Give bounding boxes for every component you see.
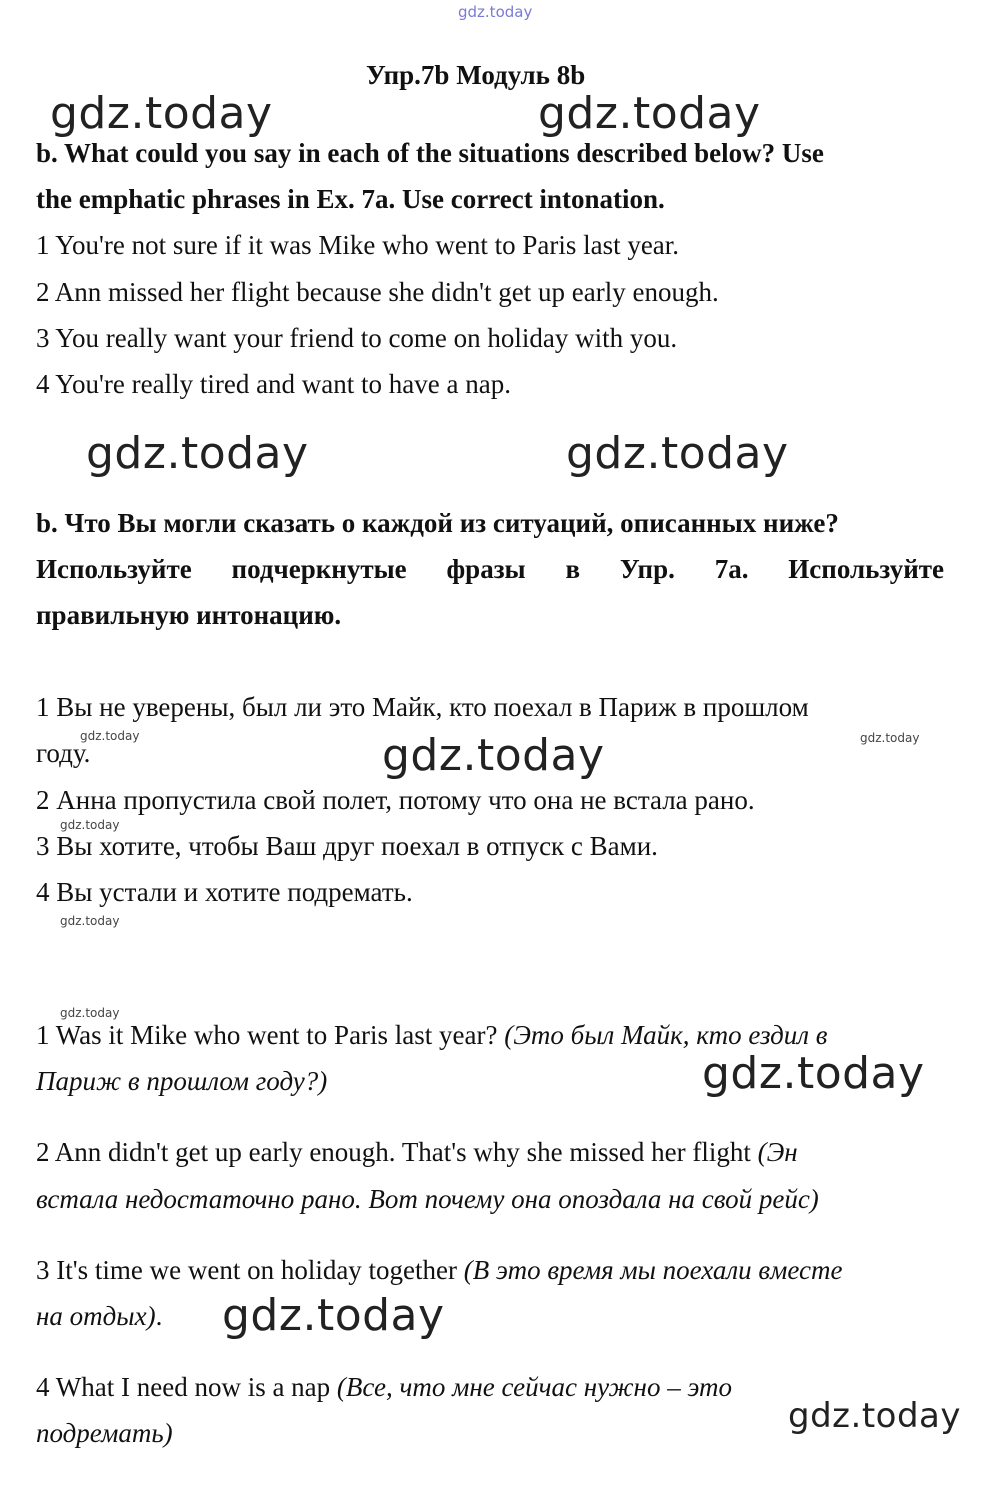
task-en-line-1: b. What could you say in each of the situations described below? Use [36,138,824,168]
task-en-item: 1 You're not sure if it was Mike who went to Paris last year. [36,230,680,260]
answer-1-text: 1 Was it Mike who went to Paris last year? [36,1020,505,1050]
answer-3-text: 3 It's time we went on holiday together [36,1255,464,1285]
watermark-small: gdz.today [860,731,920,745]
watermark: gdz.today [788,1396,961,1436]
answer-1-translation: (Это был Майк, кто ездил в [504,1020,828,1050]
task-ru-item: году. [36,738,91,768]
answer-3-period: . [155,1301,163,1331]
answer-4-translation-cont: подремать) [36,1418,173,1448]
watermark: gdz.today [382,730,605,781]
answer-3-translation: (В это время мы поехали вместе [463,1255,843,1285]
answer-2-text: 2 Ann didn't get up early enough. That's why she missed her flight [36,1137,758,1167]
task-ru-item: 2 Анна пропустила свой полет, потому что она не встала рано. [36,785,755,815]
watermark: gdz.today [538,88,761,139]
answer-4-line-1 [36,1372,732,1403]
answer-2-line-2 [36,1184,819,1215]
answer-4-line-2 [36,1418,173,1449]
watermark: gdz.today [566,428,789,479]
watermark-small: gdz.today [60,914,120,928]
task-en-item: 4 You're really tired and want to have a nap. [36,369,511,399]
answer-1-translation-cont: Париж в прошлом году?) [36,1066,328,1096]
task-en-line-2: the emphatic phrases in Ex. 7a. Use correct intonation. [36,184,665,214]
answer-2-line-1 [36,1137,798,1168]
answer-1-line-2 [36,1066,327,1097]
answer-1-line-1 [36,1020,828,1051]
watermark-top: gdz.today [458,3,533,21]
answer-3-line-2 [36,1301,162,1332]
task-ru-line-3: правильную интонацию. [36,600,342,630]
task-ru-item: 1 Вы не уверены, был ли это Майк, кто поехал в Париж в прошлом [36,692,809,722]
watermark: gdz.today [222,1290,445,1341]
task-ru-item: 3 Вы хотите, чтобы Ваш друг поехал в отпуск с Вами. [36,831,658,861]
answer-3-line-1 [36,1255,842,1286]
page-title: Упр.7b Модуль 8b [366,60,586,90]
answer-2-translation: (Эн [757,1137,798,1167]
answer-2-translation-cont: встала недостаточно рано. Вот почему она опоздала на свой рейс) [36,1184,819,1214]
task-ru-line-2: Используйте подчеркнутые фразы в Упр. 7а. Используйте [36,554,944,584]
task-ru-item: 4 Вы устали и хотите подремать. [36,877,413,907]
watermark-small: gdz.today [60,1006,120,1020]
answer-4-translation: (Все, что мне сейчас нужно – это [336,1372,732,1402]
watermark-small: gdz.today [80,729,140,743]
answer-4-text: 4 What I need now is a nap [36,1372,337,1402]
watermark: gdz.today [50,88,273,139]
watermark-small: gdz.today [60,818,120,832]
watermark: gdz.today [86,428,309,479]
task-en-item: 3 You really want your friend to come on holiday with you. [36,323,678,353]
answer-3-translation-cont: на отдых) [36,1301,156,1331]
watermark: gdz.today [702,1048,925,1099]
task-en-item: 2 Ann missed her flight because she didn't get up early enough. [36,277,719,307]
task-ru-line-1: b. Что Вы могли сказать о каждой из ситуаций, описанных ниже? [36,508,839,538]
